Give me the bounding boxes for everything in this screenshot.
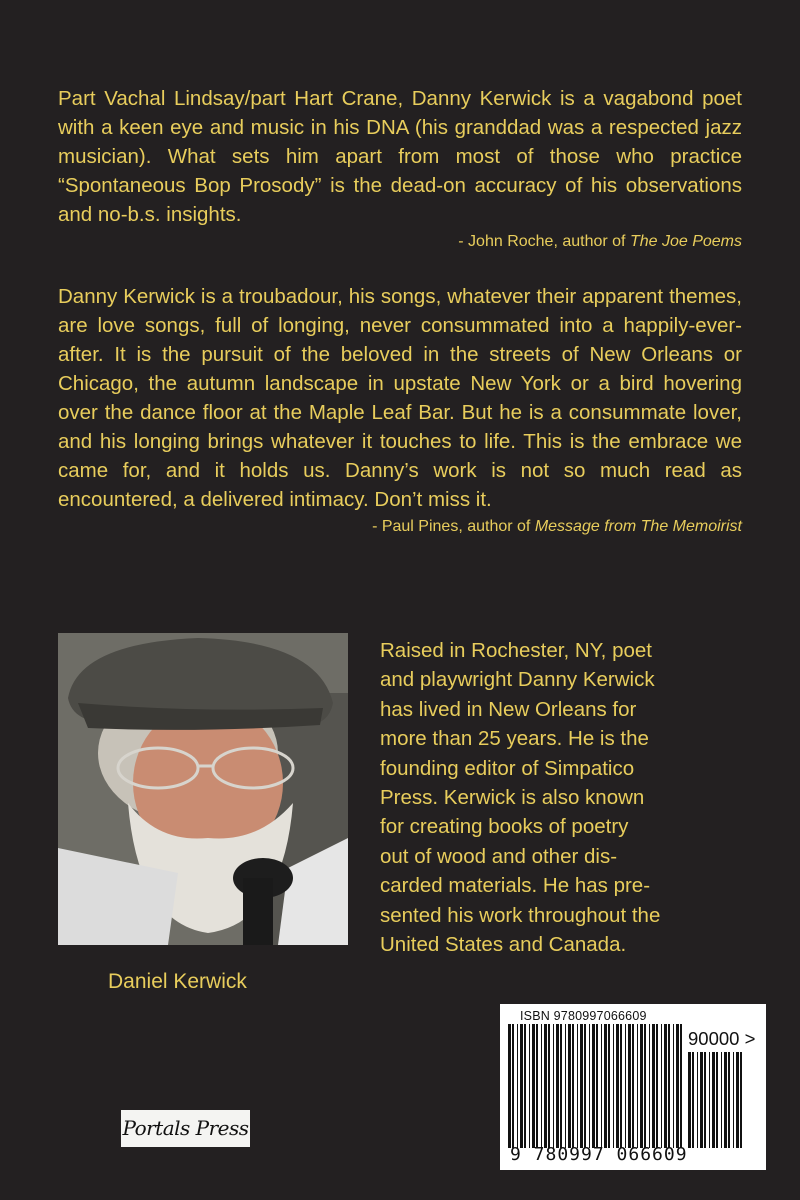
- bio-line: Press. Kerwick is also known: [380, 786, 645, 810]
- review-blurb-roche: [58, 84, 742, 253]
- bio-line: carded materials. He has pre-: [380, 874, 651, 898]
- review-attribution: [58, 516, 742, 538]
- price-code: 90000 >: [688, 1028, 756, 1049]
- barcode-bars: [508, 1024, 684, 1148]
- bio-line: and playwright Danny Kerwick: [380, 668, 655, 692]
- author-photo: [58, 633, 348, 945]
- attribution-author: - John Roche, author of: [458, 233, 630, 250]
- review-text: Part Vachal Lindsay/part Hart Crane, Danny Kerwick is a vagabond poet with a keen eye and music in his DNA (his granddad was a respected jazz musician). What sets him apart from most of those who practice “Spontaneous Bop Prosody” is the dead-on accuracy of his observations and no-b.s. insights.: [58, 87, 742, 226]
- attribution-author: - Paul Pines, author of: [372, 518, 535, 535]
- publisher-logo: Portals Press: [121, 1110, 250, 1147]
- bio-line: more than 25 years. He is the: [380, 727, 649, 751]
- bio-line: Raised in Rochester, NY, poet: [380, 639, 652, 662]
- bio-line: out of wood and other dis-: [380, 844, 618, 868]
- review-text: Danny Kerwick is a troubadour, his songs, whatever their apparent themes, are love songs, full of longing, never consummated into a happily-ever-after. It is the pursuit of the beloved in the streets of New Orleans or Chicago, the autumn landscape in upstate New York or a bird hovering over the dance floor at the Maple Leaf Bar. But he is a consummate lover, and his longing brings whatever it touches to life. This is the embrace we came for, and it holds us. Danny’s work is not so much read as encountered, a delivered intimacy. Don’t miss it.: [58, 285, 742, 511]
- barcode-digits: 9 780997 066609: [510, 1144, 688, 1165]
- attribution-work: Message from The Memoirist: [534, 518, 742, 535]
- review-attribution: [58, 231, 742, 253]
- bio-line: founding editor of Simpatico: [380, 756, 635, 780]
- bio-line: United States and Canada.: [380, 933, 627, 957]
- isbn-label: ISBN 9780997066609: [520, 1009, 647, 1023]
- photo-caption: Daniel Kerwick: [108, 970, 247, 993]
- price-barcode-bars: [688, 1052, 746, 1148]
- attribution-work: The Joe Poems: [629, 233, 742, 250]
- isbn-barcode: [500, 1004, 766, 1170]
- author-bio: [380, 636, 710, 959]
- bio-line: sented his work throughout the: [380, 903, 661, 927]
- review-blurb-pines: [58, 282, 742, 538]
- bio-line: for creating books of poetry: [380, 815, 629, 839]
- bio-line: has lived in New Orleans for: [380, 697, 637, 721]
- author-portrait-image: [58, 633, 348, 945]
